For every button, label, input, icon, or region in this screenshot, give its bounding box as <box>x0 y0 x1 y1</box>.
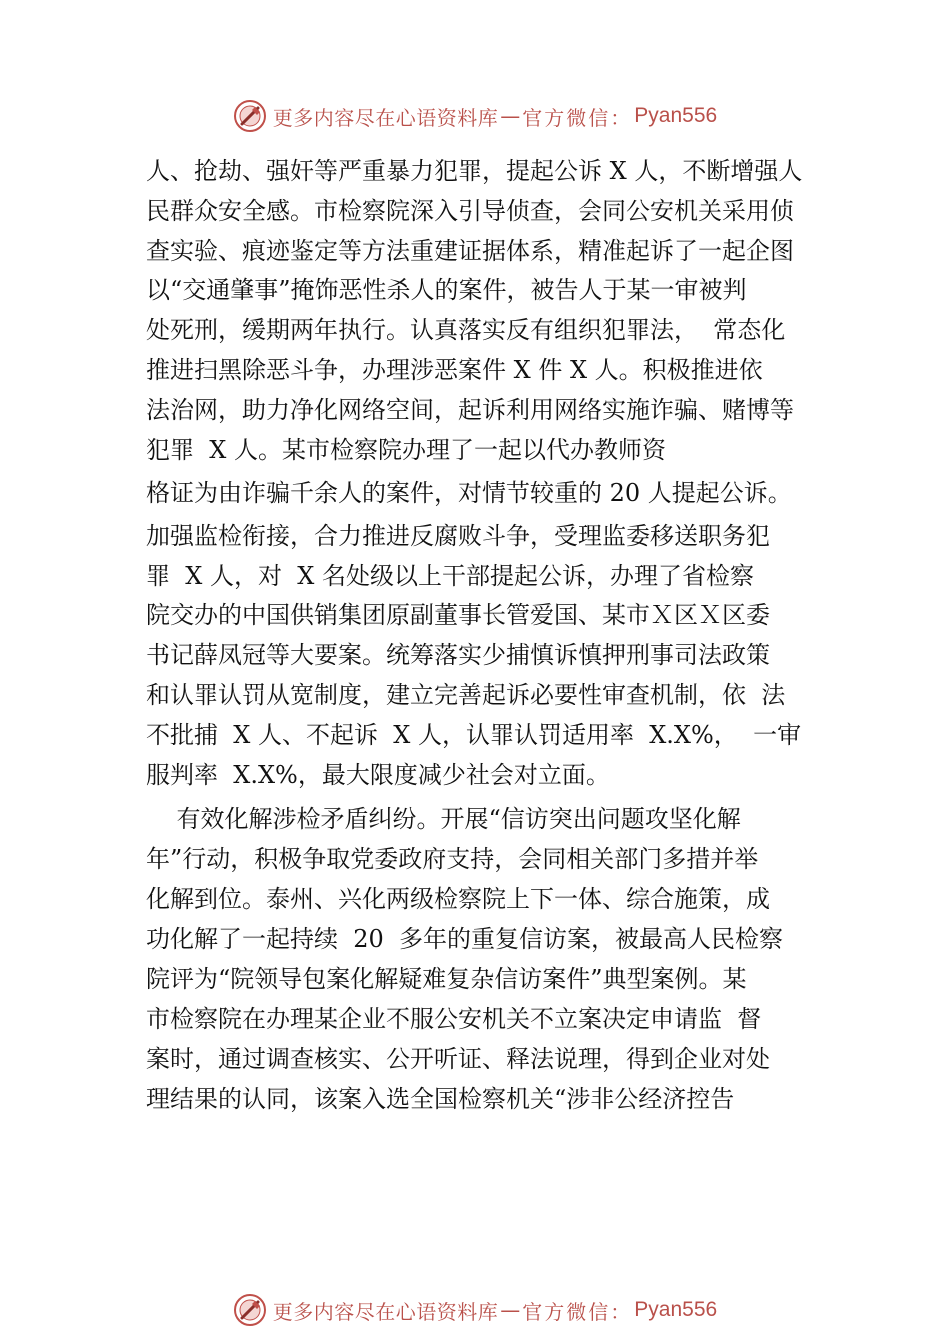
banner-wechat-id: Pyan556 <box>634 104 718 127</box>
banner-contact-label: 官方微信： <box>522 1299 633 1324</box>
header-banner <box>0 96 950 136</box>
text-line: 加强监检衔接，合力推进反腐败斗争，受理监委移送职务犯 <box>146 522 770 550</box>
text-line: 功化解了一起持续 20 多年的重复信访案，被最高人民检察 <box>146 925 784 953</box>
text-line: 年”行动，积极争取党委政府支持，会同相关部门多措并举 <box>146 845 759 873</box>
banner-text: 更多内容尽在心语资料库 <box>272 1299 499 1324</box>
text-line: 人、抢劫、强奸等严重暴力犯罪，提起公诉 X 人，不断增强人 <box>146 157 803 185</box>
text-line: 服判率 X.X%，最大限度减少社会对立面。 <box>146 761 610 789</box>
text-line: 书记薛凤冠等大要案。统筹落实少捕慎诉慎押刑事司法政策 <box>146 641 770 669</box>
text-line: 和认罪认罚从宽制度，建立完善起诉必要性审查机制，依 法 <box>146 681 786 709</box>
text-line: 罪 X 人，对 X 名处级以上干部提起公诉，办理了省检察 <box>146 562 754 590</box>
text-line: 有效化解涉检矛盾纠纷。开展“信访突出问题攻坚化解 <box>146 805 741 833</box>
banner-separator: — <box>500 104 521 128</box>
banner-wechat-id: Pyan556 <box>634 1298 718 1321</box>
text-line: 查实验、痕迹鉴定等方法重建证据体系，精准起诉了一起企图 <box>146 237 794 265</box>
logo-icon <box>233 99 267 133</box>
text-line: 格证为由诈骗千余人的案件，对情节较重的 20 人提起公诉。 <box>146 479 792 507</box>
text-line: 市检察院在办理某企业不服公安机关不立案决定申请监 督 <box>146 1005 762 1033</box>
banner-text: 更多内容尽在心语资料库 <box>272 105 499 130</box>
text-line: 化解到位。泰州、兴化两级检察院上下一体、综合施策，成 <box>146 885 770 913</box>
banner-separator: — <box>500 1298 521 1322</box>
text-line: 理结果的认同，该案入选全国检察机关“涉非公经济控告 <box>146 1085 735 1113</box>
text-line: 院交办的中国供销集团原副董事长管爱国、某市Ｘ区Ｘ区委 <box>146 601 770 629</box>
text-line: 推进扫黑除恶斗争，办理涉恶案件 X 件 X 人。积极推进依 <box>146 356 763 384</box>
logo-icon <box>233 1293 267 1327</box>
text-line: 院评为“院领导包案化解疑难复杂信访案件”典型案例。某 <box>146 965 747 993</box>
text-line: 不批捕 X 人、不起诉 X 人，认罪认罚适用率 X.X%， 一审 <box>146 721 802 749</box>
text-line: 民群众安全感。市检察院深入引导侦查，会同公安机关采用侦 <box>146 197 794 225</box>
text-line: 法治网，助力净化网络空间，起诉利用网络实施诈骗、赌博等 <box>146 396 794 424</box>
text-line: 犯罪 X 人。某市检察院办理了一起以代办教师资 <box>146 436 666 464</box>
text-line: 以“交通肇事”掩饰恶性杀人的案件，被告人于某一审被判 <box>146 276 747 304</box>
banner-contact-label: 官方微信： <box>522 105 633 130</box>
text-line: 案时，通过调查核实、公开听证、释法说理，得到企业对处 <box>146 1045 770 1073</box>
text-line: 处死刑，缓期两年执行。认真落实反有组织犯罪法， 常态化 <box>146 316 786 344</box>
footer-banner <box>0 1290 950 1330</box>
